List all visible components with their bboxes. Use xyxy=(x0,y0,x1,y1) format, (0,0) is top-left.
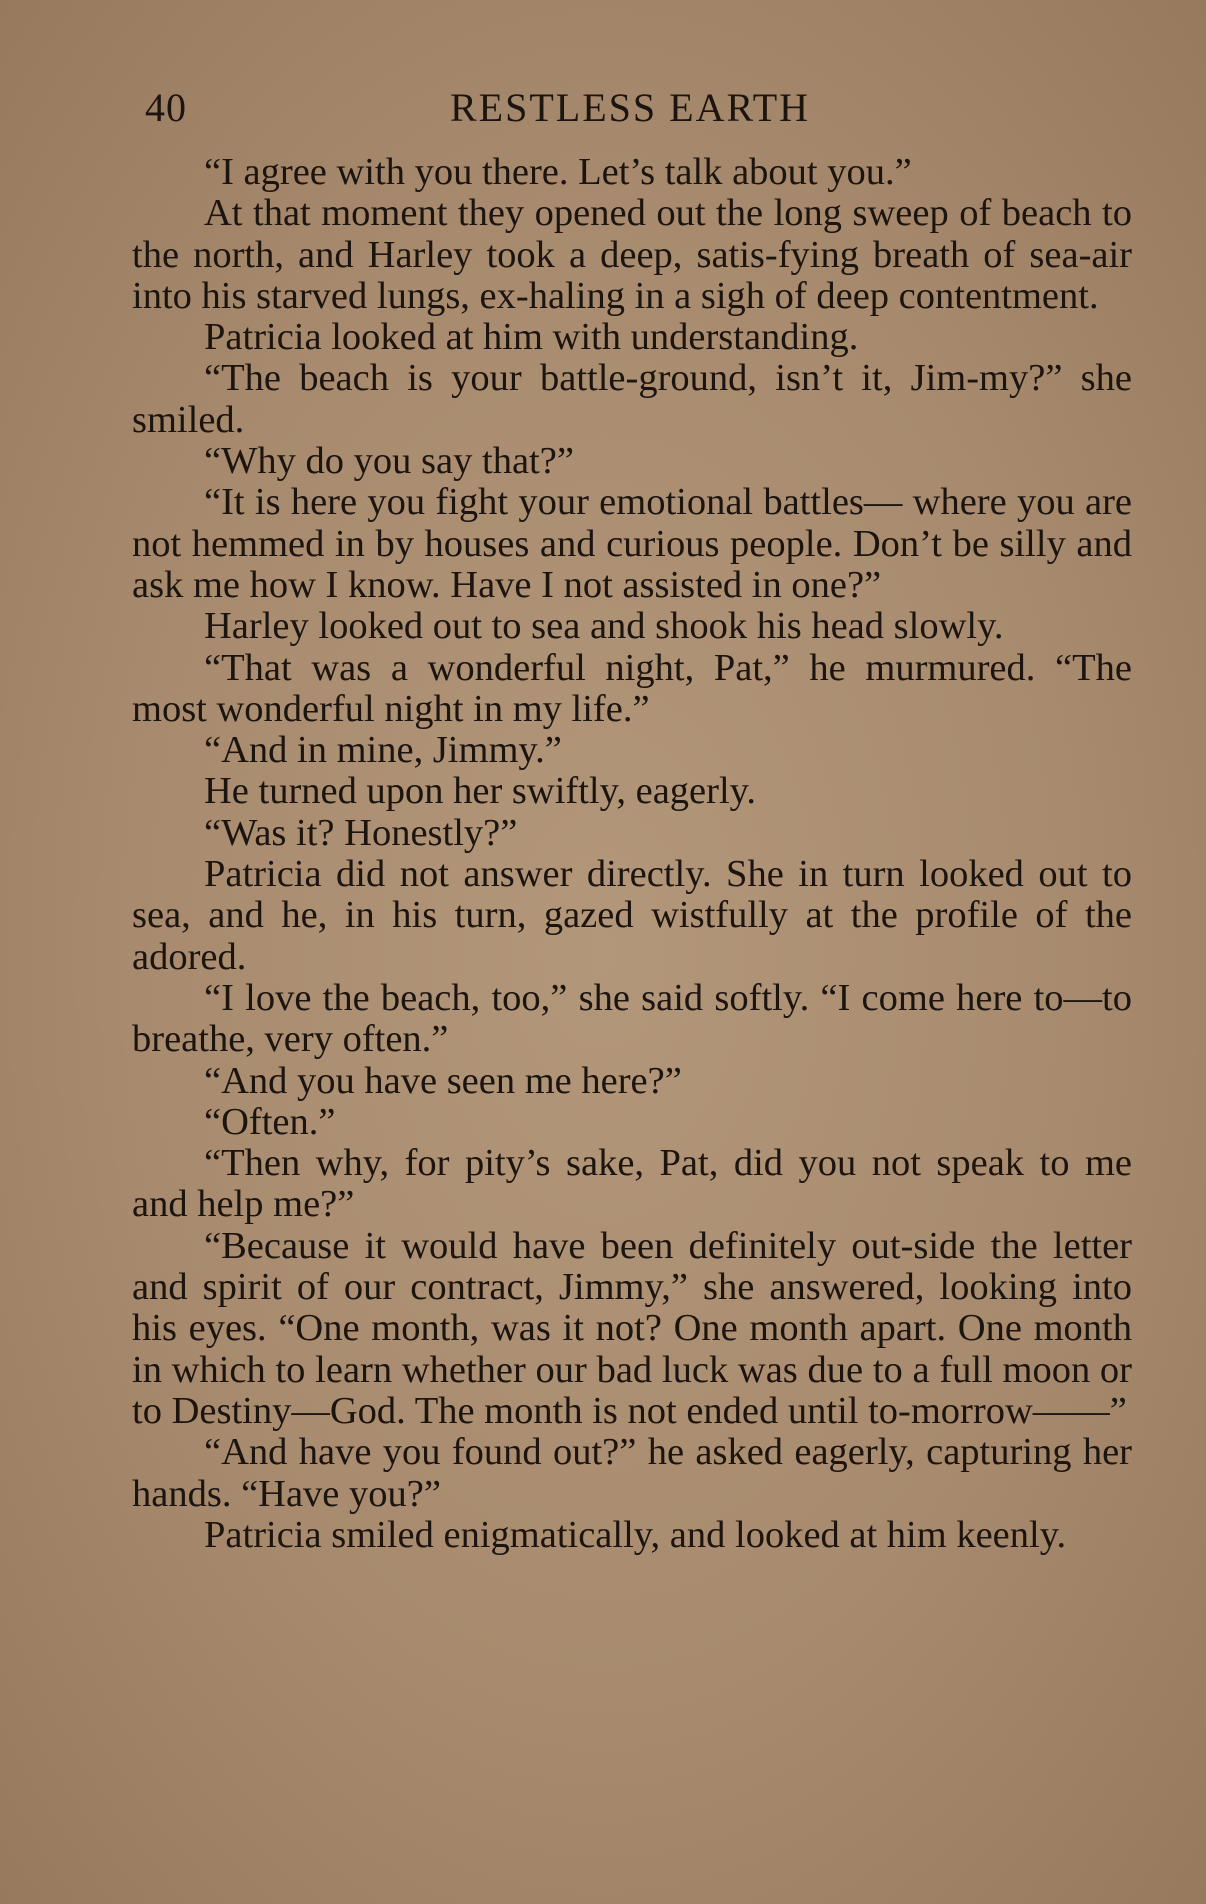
paragraph: “And you have seen me here?” xyxy=(204,1059,682,1102)
paragraph: “And have you found out?” he asked eagerly, capturing her hands. “Have you?” xyxy=(132,1431,1132,1515)
paragraph: “Often.” xyxy=(204,1100,336,1143)
paragraph: Patricia smiled enigmatically, and looked at him keenly. xyxy=(204,1513,1067,1556)
paragraph: Harley looked out to sea and shook his head slowly. xyxy=(204,605,1004,648)
body-text xyxy=(132,152,1132,1556)
paragraph: He turned upon her swiftly, eagerly. xyxy=(204,770,757,813)
paragraph: “It is here you fight your emotional battles— where you are not hemmed in by houses and curious people. Don’t be silly and ask me how I know. Have I not assisted in one?” xyxy=(132,481,1132,606)
paragraph: “That was a wonderful night, Pat,” he murmured. “The most wonderful night in my life.” xyxy=(132,646,1132,730)
paragraph: “Was it? Honestly?” xyxy=(204,811,518,854)
paragraph: “I agree with you there. Let’s talk about you.” xyxy=(204,151,912,193)
paragraph: “The beach is your battle-ground, isn’t it, Jim-my?” she smiled. xyxy=(132,357,1132,441)
page-number: 40 xyxy=(145,85,187,130)
paragraph: “Why do you say that?” xyxy=(204,440,574,483)
running-head: RESTLESS EARTH xyxy=(450,85,811,130)
paragraph: “Then why, for pity’s sake, Pat, did you not speak to me and help me?” xyxy=(132,1142,1132,1226)
paragraph: Patricia looked at him with understanding. xyxy=(204,316,859,359)
paragraph: “And in mine, Jimmy.” xyxy=(204,729,562,772)
paragraph: Patricia did not answer directly. She in turn looked out to sea, and he, in his turn, gazed wistfully at the profile of the adored. xyxy=(132,853,1132,978)
paragraph: At that moment they opened out the long sweep of beach to the north, and Harley took a deep, satis-fying breath of sea-air into his starved lungs, ex-haling in a sigh of deep contentment. xyxy=(132,192,1132,317)
paragraph: “I love the beach, too,” she said softly. “I come here to—to breathe, very often.” xyxy=(132,976,1132,1061)
paragraph: “Because it would have been definitely out-side the letter and spirit of our contract, Jimmy,” she answered, looking into his eyes. “One month, was it not? One month apart. One month in which to learn whether our bad luck was due to a full moon or to Destiny—God. The month is not ended until to-morrow——” xyxy=(132,1224,1132,1432)
page-header xyxy=(145,84,1135,134)
